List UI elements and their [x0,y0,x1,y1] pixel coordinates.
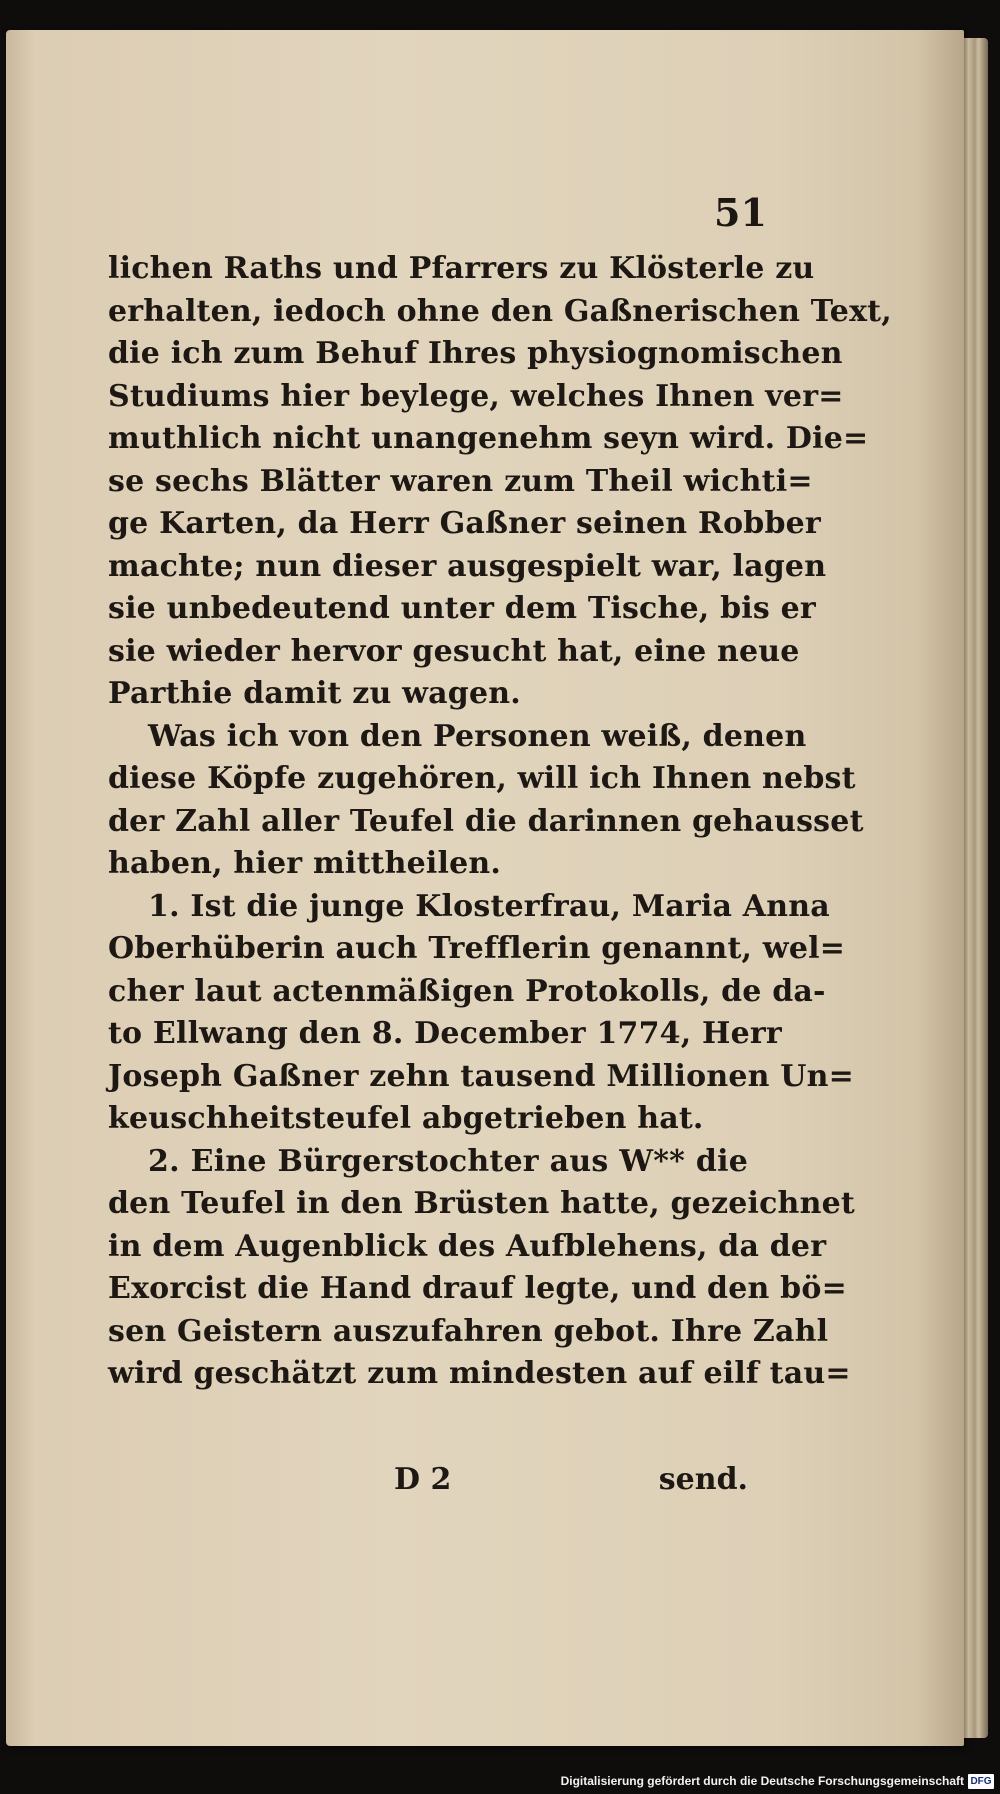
digitization-credit: Digitalisierung gefördert durch die Deutsche Forschungsgemeinschaft [560,1774,964,1788]
text-line: die ich zum Behuf Ihres physiognomischen [108,336,843,371]
text-line: der Zahl aller Teufel die darinnen gehausset [108,803,864,839]
text-line: den Teufel in den Brüsten hatte, gezeichnet [108,1186,855,1221]
text-line: haben, hier mittheilen. [108,846,502,881]
text-line: Exorcist die Hand drauf legte, und den bö= [108,1271,847,1306]
text-line: machte; nun dieser ausgespielt war, lagen [108,548,827,584]
text-line: Studiums hier beylege, welches Ihnen ver= [108,378,844,414]
page-footer [108,1462,748,1506]
text-line: keuschheitsteufel abgetrieben hat. [108,1101,704,1136]
dfg-logo-icon: DFG [968,1774,994,1789]
page-number: 51 [714,190,767,235]
text-line: 2. Eine Bürgerstochter aus W** die [148,1143,748,1179]
text-line: wird geschätzt zum mindesten auf eilf tau= [108,1356,851,1391]
text-line: sie wieder hervor gesucht hat, eine neue [108,633,800,669]
signature-mark: D 2 [394,1462,452,1497]
catchword: send. [658,1462,748,1497]
text-line: lichen Raths und Pfarrers zu Klösterle zu [108,251,815,286]
text-line: cher laut actenmäßigen Protokolls, de da- [108,973,826,1009]
text-line: sen Geistern auszufahren gebot. Ihre Zahl [108,1313,829,1349]
text-line: Oberhüberin auch Trefflerin genannt, wel= [108,931,846,966]
page-edge [964,38,988,1738]
text-line: ge Karten, da Herr Gaßner seinen Robber [108,506,821,541]
text-line: in dem Augenblick des Aufblehens, da der [108,1228,827,1264]
text-line: 1. Ist die junge Klosterfrau, Maria Anna [148,888,830,924]
text-line: Joseph Gaßner zehn tausend Millionen Un= [108,1058,854,1094]
credit-bar [0,1766,1000,1794]
text-line: sie unbedeutend unter dem Tische, bis er [108,591,816,626]
text-line: Was ich von den Personen weiß, denen [148,718,807,754]
text-line: Parthie damit zu wagen. [108,676,521,711]
body-text [108,248,892,1396]
text-line: muthlich nicht unangenehm seyn wird. Die= [108,421,869,456]
text-line: diese Köpfe zugehören, will ich Ihnen nebst [108,761,856,796]
text-line: se sechs Blätter waren zum Theil wichti= [108,463,813,499]
text-line: to Ellwang den 8. December 1774, Herr [108,1016,782,1051]
text-line: erhalten, iedoch ohne den Gaßnerischen Text, [108,293,892,329]
